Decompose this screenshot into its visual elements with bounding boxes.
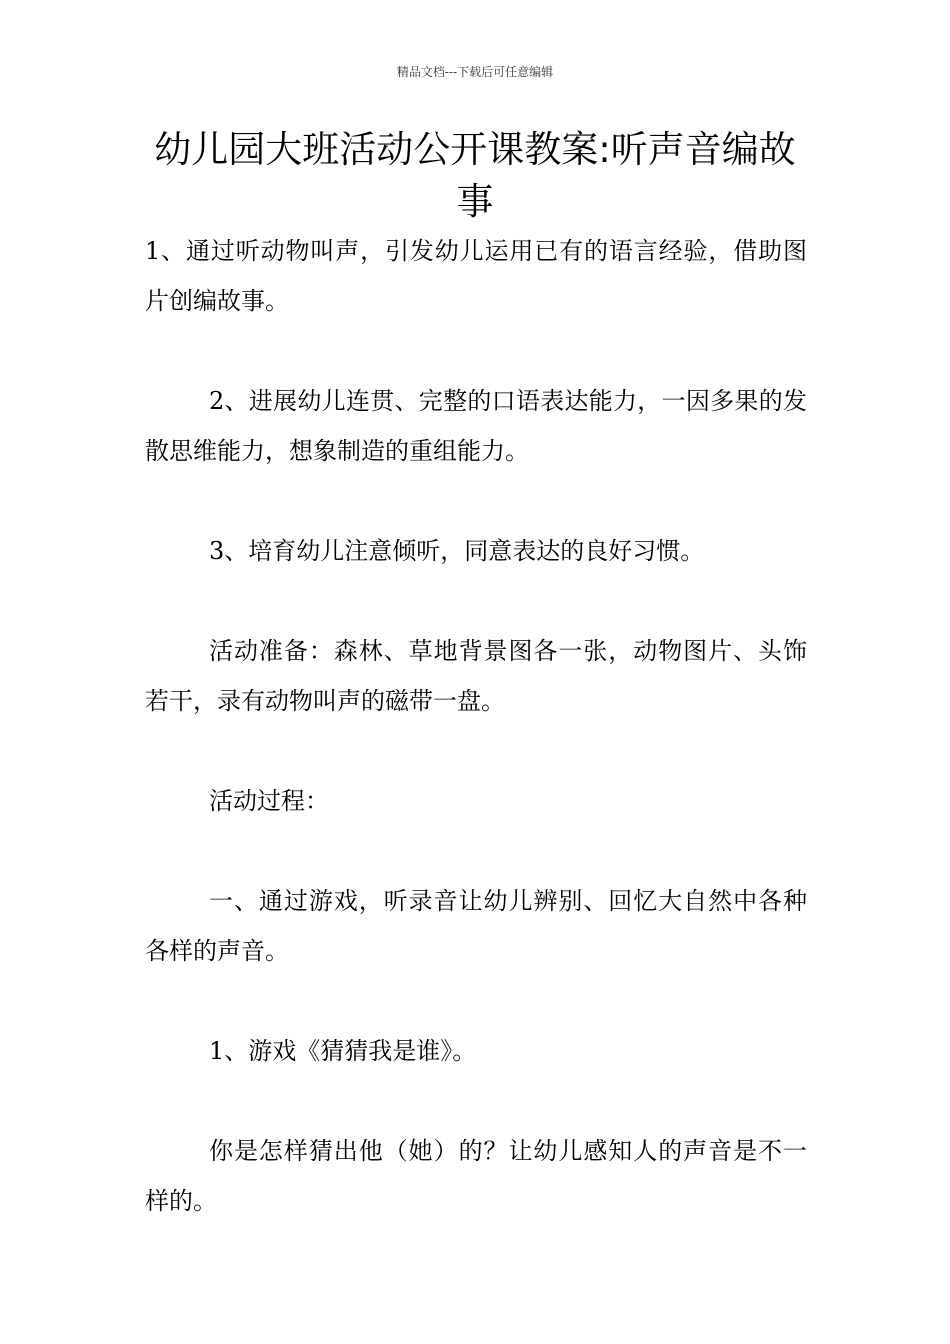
paragraph-objective-1: 1、通过听动物叫声，引发幼儿运用已有的语言经验，借助图片创编故事。	[145, 237, 807, 315]
paragraph-objective-3: 3、培育幼儿注意倾听，同意表达的良好习惯。	[209, 537, 705, 565]
paragraph-step-one: 一、通过游戏，听录音让幼儿辨别、回忆大自然中各种各样的声音。	[145, 887, 807, 965]
page-header: 精品文档---下载后可任意编辑	[396, 65, 554, 79]
paragraph-process-heading: 活动过程：	[209, 787, 329, 815]
paragraph-question: 你是怎样猜出他（她）的？让幼儿感知人的声音是不一样的。	[145, 1137, 807, 1215]
document-title: 幼儿园大班活动公开课教案:听声音编故事	[154, 128, 796, 223]
document-body	[145, 226, 807, 1276]
paragraph-preparation: 活动准备：森林、草地背景图各一张，动物图片、头饰若干，录有动物叫声的磁带一盘。	[145, 637, 807, 715]
paragraph-objective-2: 2、进展幼儿连贯、完整的口语表达能力，一因多果的发散思维能力，想象制造的重组能力。	[145, 387, 807, 465]
paragraph-game: 1、游戏《猜猜我是谁》。	[209, 1037, 477, 1065]
